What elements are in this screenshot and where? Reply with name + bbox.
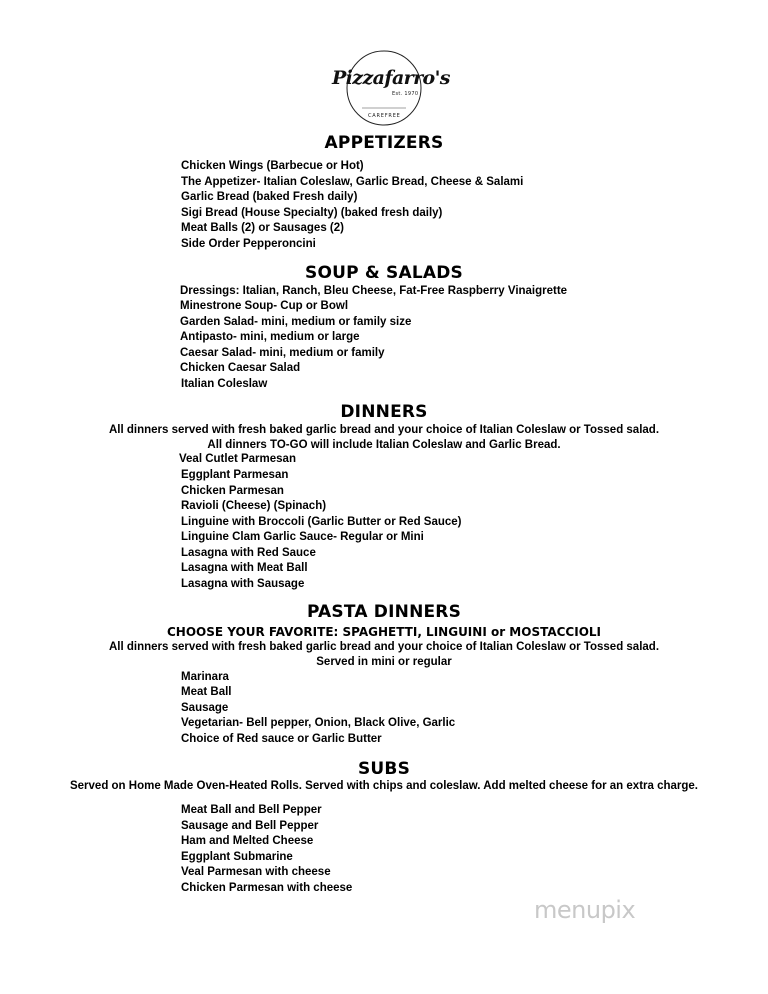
menu-item: Side Order Pepperoncini [181, 238, 316, 250]
menu-item: Choice of Red sauce or Garlic Butter [181, 733, 382, 745]
menu-item: Sausage and Bell Pepper [181, 820, 319, 832]
menu-item: Caesar Salad- mini, medium or family [180, 347, 385, 359]
menu-item: Vegetarian- Bell pepper, Onion, Black Olive, Garlic [181, 717, 456, 729]
watermark: menupix [534, 896, 636, 924]
appetizers-heading: APPETIZERS [324, 133, 444, 153]
dinners-note: All dinners served with fresh baked garlic bread and your choice of Italian Coleslaw or Tossed salad. [108, 424, 660, 436]
menu-item: Dressings: Italian, Ranch, Bleu Cheese, Fat-Free Raspberry Vinaigrette [180, 285, 568, 297]
menu-item: Garden Salad- mini, medium or family size [180, 316, 412, 328]
menu-item: Marinara [181, 671, 229, 683]
brand-established: Est. 1970 [392, 91, 419, 97]
menu-item: Sausage [181, 702, 229, 714]
menu-item: Meat Ball [181, 686, 232, 698]
menu-item: Meat Balls (2) or Sausages (2) [181, 222, 344, 234]
menu-item: Eggplant Submarine [181, 851, 293, 863]
menu-item: Meat Ball and Bell Pepper [181, 804, 322, 816]
pasta-size-note: Served in mini or regular [316, 656, 452, 668]
menu-item: Veal Parmesan with cheese [181, 866, 331, 878]
menu-item: Minestrone Soup- Cup or Bowl [180, 300, 349, 312]
menu-item: Chicken Parmesan [181, 485, 284, 497]
menu-item: Linguine Clam Garlic Sauce- Regular or Mini [181, 531, 424, 543]
brand-city: CAREFREE [368, 113, 401, 119]
menu-item: Sigi Bread (House Specialty) (baked fresh daily) [181, 207, 443, 219]
menu-item: The Appetizer- Italian Coleslaw, Garlic Bread, Cheese & Salami [181, 176, 524, 188]
menu-item: Antipasto- mini, medium or large [180, 331, 360, 343]
menu-item: Linguine with Broccoli (Garlic Butter or Red Sauce) [181, 516, 462, 528]
menu-item: Lasagna with Sausage [181, 578, 305, 590]
menu-item: Italian Coleslaw [181, 378, 268, 390]
menu-item: Lasagna with Red Sauce [181, 547, 316, 559]
menu-item: Chicken Wings (Barbecue or Hot) [181, 160, 364, 172]
menu-item: Ham and Melted Cheese [181, 835, 314, 847]
menu-item: Chicken Caesar Salad [180, 362, 301, 374]
menu-item: Ravioli (Cheese) (Spinach) [181, 500, 327, 512]
menu-item: Chicken Parmesan with cheese [181, 882, 353, 894]
brand-logo [332, 48, 450, 128]
brand-name: Pizzafarro's [332, 67, 450, 89]
pasta-dinners-heading: PASTA DINNERS [306, 602, 462, 622]
subs-heading: SUBS [357, 759, 411, 779]
subs-note: Served on Home Made Oven-Heated Rolls. Served with chips and coleslaw. Add melted cheese for an extra charge. [69, 780, 698, 792]
menu-item: Lasagna with Meat Ball [181, 562, 308, 574]
menu-item: Eggplant Parmesan [181, 469, 289, 481]
pasta-note: All dinners served with fresh baked garlic bread and your choice of Italian Coleslaw or Tossed salad. [108, 641, 660, 653]
menu-item: Garlic Bread (baked Fresh daily) [181, 191, 358, 203]
soup-salads-heading: SOUP & SALADS [305, 263, 463, 283]
dinners-heading: DINNERS [340, 402, 428, 422]
dinners-togo-note: All dinners TO-GO will include Italian Coleslaw and Garlic Bread. [207, 439, 561, 451]
pasta-choice-subheading: CHOOSE YOUR FAVORITE: SPAGHETTI, LINGUINI or MOSTACCIOLI [166, 625, 602, 639]
menu-item: Veal Cutlet Parmesan [179, 453, 296, 465]
